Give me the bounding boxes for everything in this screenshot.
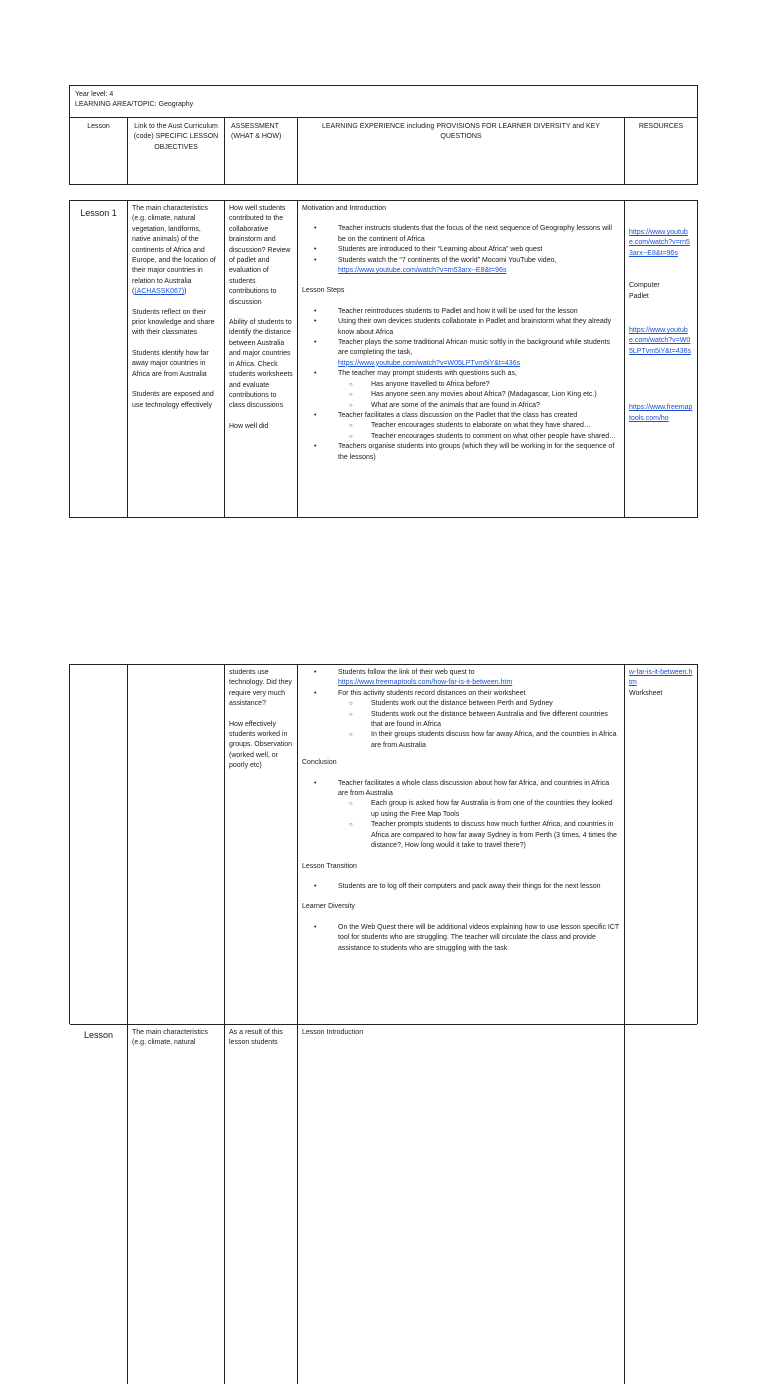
resource-link[interactable]: w-far-is-it-between.htm — [629, 669, 693, 687]
continued-assessment — [225, 665, 298, 1024]
lesson-1-table — [69, 200, 698, 518]
lesson-2-assessment: As a result of this lesson students — [225, 1025, 298, 1384]
objective-text: Students identify how far away major countries in Africa are from Australia — [132, 349, 209, 378]
list-item: • Teacher facilitates a whole class discussion about how far Africa, and countries in Africa are from Australia — [302, 779, 620, 800]
sub-list-item: ○ What are some of the animals that are found in Africa? — [302, 401, 620, 411]
sub-list-item: ○ Students work out the distance between Perth and Sydney — [302, 699, 620, 709]
lesson-1-experience — [298, 201, 625, 517]
lesson-1-label: Lesson 1 — [70, 201, 128, 517]
section-heading: Lesson Steps — [302, 287, 345, 295]
lesson-2-experience: Lesson Introduction — [298, 1025, 625, 1384]
lesson-1-continued-table — [69, 664, 698, 1047]
objective-text: Students are exposed and use technology effectively — [132, 391, 214, 409]
list-item: • On the Web Quest there will be additional videos explaining how to use lesson specific ICT tool for students who are struggling. The teacher will circulate the class and provide assistance to students who are struggling with the task — [302, 923, 620, 954]
learning-area: LEARNING AREA/TOPIC: Geography — [75, 101, 194, 109]
sub-list-item: ○ Has anyone travelled to Africa before? — [302, 380, 620, 390]
list-item: • Using their own devices students collaborate in Padlet and brainstorm what they already know about Africa — [302, 317, 620, 338]
sub-list-item: ○ Teacher prompts students to discuss how much further Africa, and countries in Africa are compared to how far away Sydney is from Perth (3 times, 4 times the distance?, How long would it take to travel there?) — [302, 820, 620, 851]
assessment-text: How well students contributed to the collaborative brainstorm and discussion? Review of padlet and evaluation of students contributions to discussion — [229, 205, 291, 306]
list-item: • Teacher facilitates a class discussion on the Padlet that the class has created — [302, 411, 620, 421]
lesson-1-row — [70, 201, 697, 517]
resource-link[interactable]: https://www.freemaptools.com/ho — [629, 404, 693, 422]
lesson-2-row — [70, 1025, 697, 1384]
list-item: • Students are to log off their computers and pack away their things for the next lesson — [302, 882, 620, 892]
year-level: Year level: 4 — [75, 91, 114, 98]
lesson-1-objectives: The main characteristics (e.g. climate, natural vegetation, landforms, native animals) of the continents of Africa and Europe, and the location of their major countries in relation to Australia ((ACHASSK067)) Students reflect on their prior knowledge and share with their classmates Students identify how far away major countries in Africa are from Australia Students are exposed and use technology effectively — [128, 201, 225, 517]
sub-list-item: ○ In their groups students discuss how far away Africa, and the countries in Africa are from Australia — [302, 730, 620, 751]
assessment-text: How well did — [229, 422, 269, 430]
lesson-2-label: Lesson — [70, 1025, 128, 1384]
plan-header-table — [69, 85, 698, 185]
sub-list-item: ○ Has anyone seen any movies about Africa? (Madagascar, Lion King etc.) — [302, 390, 620, 400]
list-item: • The teacher may prompt students with questions such as, — [302, 369, 620, 379]
section-heading: Lesson Transition — [302, 862, 357, 870]
video-link[interactable]: https://www.youtube.com/watch?v=rn53arx--E8&t=96s — [338, 267, 507, 275]
music-link[interactable]: https://www.youtube.com/watch?v=W05LPTvm5iY&t=436s — [338, 359, 521, 367]
resource-text: Padlet — [629, 292, 649, 300]
empty-lesson-cell — [70, 665, 128, 1024]
continued-experience — [298, 665, 625, 1024]
col-header-objectives: Link to the Aust Curriculum (code) SPECIFIC LESSON OBJECTIVES — [128, 118, 225, 184]
section-heading: Motivation and Introduction — [302, 205, 387, 212]
sub-list-item: ○ Teacher encourages students to comment on what other people have shared… — [302, 432, 620, 442]
empty-objectives-cell — [128, 665, 225, 1024]
column-headers — [70, 118, 697, 184]
list-item: • Students watch the “7 continents of the world” Mocomi YouTube video, https://www.youtube.com/watch?v=rn53arx--E8&t=96s — [302, 256, 620, 277]
map-tool-link[interactable]: https://www.freemaptools.com/how-far-is-it-between.htm — [338, 679, 513, 687]
resource-text: Computer — [629, 282, 660, 290]
col-header-resources: RESOURCES — [638, 123, 684, 130]
lesson-1-resources — [625, 201, 697, 517]
section-heading: Learner Diversity — [302, 903, 355, 911]
sub-list-item: ○ Each group is asked how far Australia is from one of the countries they looked up using the Free Map Tools — [302, 799, 620, 820]
lesson-1-assessment — [225, 201, 298, 517]
resource-text: Worksheet — [629, 689, 663, 697]
col-header-experience: LEARNING EXPERIENCE including PROVISIONS FOR LEARNER DIVERSITY and KEY QUESTIONS — [298, 118, 625, 184]
lesson-2-resources — [625, 1025, 697, 1384]
resource-link[interactable]: https://www.youtube.com/watch?v=W05LPTvm5iY&t=436s — [629, 327, 692, 355]
objective-text: The main characteristics (e.g. climate, natural vegetation, landforms, native animals) of the continents of Africa and Europe, and the location of their major countries in relation to Australia — [132, 205, 216, 285]
list-item: • Teacher plays the some traditional African music softly in the background while students are completing the task, https://www.youtube.com/watch?v=W05LPTvm5iY&t=436s — [302, 338, 620, 369]
lesson-1-continued-row — [70, 665, 697, 1025]
list-item: • For this activity students record distances on their worksheet — [302, 689, 620, 699]
curriculum-code-link[interactable]: (ACHASSK067) — [134, 288, 185, 296]
sub-list-item: ○ Teacher encourages students to elaborate on what they have shared… — [302, 421, 620, 431]
lesson-2-objectives: The main characteristics (e.g. climate, natural — [128, 1025, 225, 1384]
list-item: • Teacher instructs students that the focus of the next sequence of Geography lessons will be on the continent of Africa — [302, 224, 620, 245]
list-item: • Students follow the link of their web quest to https://www.freemaptools.com/how-far-is-it-between.htm — [302, 668, 620, 689]
col-header-assessment: ASSESSMENT (WHAT & HOW) — [225, 118, 298, 184]
section-heading: Conclusion — [302, 759, 337, 767]
plan-header-info — [70, 86, 697, 118]
assessment-text: How effectively students worked in groups. Observation (worked well, or poorly etc) — [229, 720, 293, 770]
col-header-lesson: Lesson — [70, 118, 128, 184]
list-item: • Teachers organise students into groups (which they will be working in for the sequence of the lessons) — [302, 442, 620, 463]
continued-resources — [625, 665, 697, 1024]
list-item: • Students are introduced to their “Learning about Africa” web quest — [302, 245, 620, 255]
objective-text: Students reflect on their prior knowledge and share with their classmates — [132, 308, 215, 337]
sub-list-item: ○ Students work out the distance between Australia and five different countries that are found in Africa — [302, 710, 620, 731]
list-item: • Teacher reintroduces students to Padlet and how it will be used for the lesson — [302, 307, 620, 317]
assessment-text: Ability of students to identify the distance between Australia and major countries in Africa. Check students worksheets and evaluate contributions to class discussions — [229, 319, 293, 410]
assessment-text: students use technology. Did they require very much assistance? — [229, 669, 292, 708]
resource-link[interactable]: https://www.youtube.com/watch?v=rn53arx--E8&t=96s — [629, 229, 690, 257]
